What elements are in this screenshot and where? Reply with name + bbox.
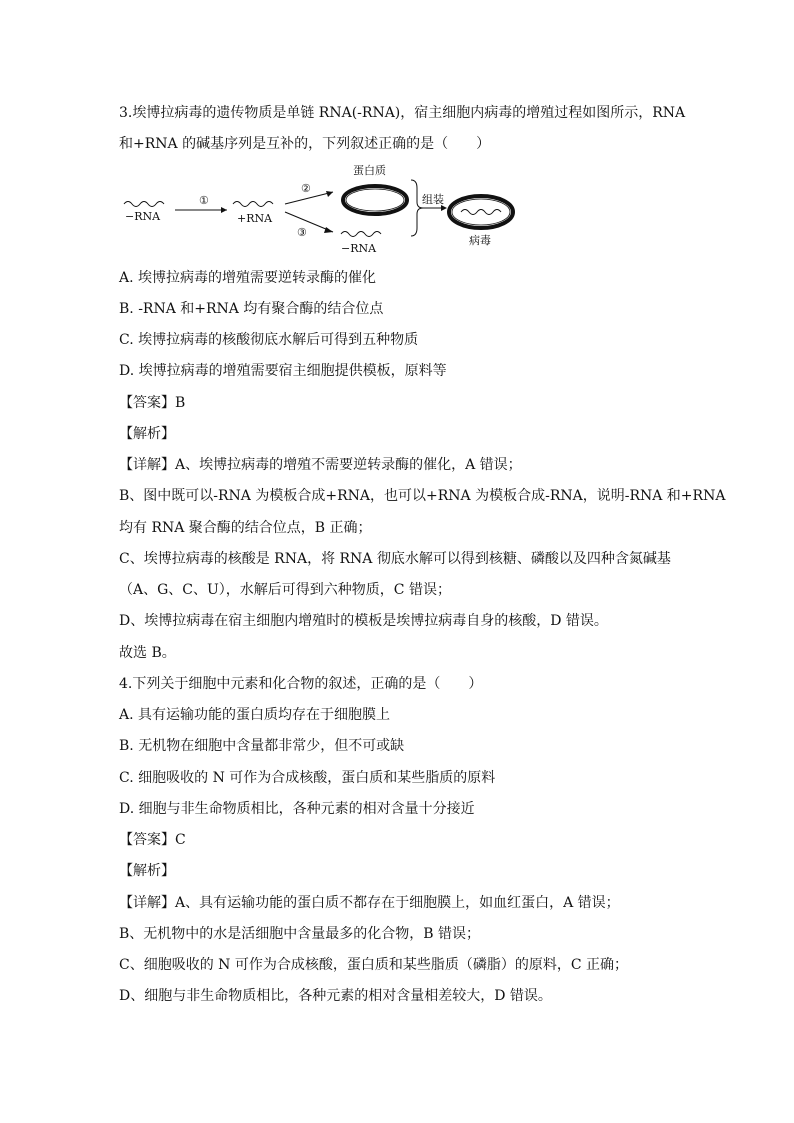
q3-detail-b-line2: 均有 RNA 聚合酶的结合位点，B 正确； <box>119 520 372 536</box>
q3-virus-replication-diagram <box>119 160 539 260</box>
q4-option-b: B. 无机物在细胞中含量都非常少，但不可或缺 <box>119 738 405 754</box>
q3-answer: 【答案】B <box>119 395 186 411</box>
q4-stem: 4.下列关于细胞中元素和化合物的叙述，正确的是（ ） <box>119 676 483 692</box>
q3-option-a: A. 埃博拉病毒的增殖需要逆转录酶的催化 <box>119 270 377 286</box>
q3-option-c: C. 埃博拉病毒的核酸彻底水解后可得到五种物质 <box>119 332 419 348</box>
q4-option-d: D. 细胞与非生命物质相比，各种元素的相对含量十分接近 <box>119 801 475 817</box>
assemble-label: 组装 <box>422 193 444 206</box>
q4-answer: 【答案】C <box>119 832 186 848</box>
q4-option-c: C. 细胞吸收的 N 可作为合成核酸，蛋白质和某些脂质的原料 <box>119 770 496 786</box>
pos-rna-strand <box>233 202 273 207</box>
q4-option-a: A. 具有运输功能的蛋白质均存在于细胞膜上 <box>119 707 391 723</box>
q3-detail-b-line1: B、图中既可以-RNA 为模板合成+RNA，也可以+RNA 为模板合成-RNA，说明-RNA 和+RNA <box>119 488 726 504</box>
q3-stem-line1: 3.埃博拉病毒的遗传物质是单链 RNA(-RNA)，宿主细胞内病毒的增殖过程如图所示，RNA <box>119 105 686 121</box>
pos-rna-label: +RNA <box>237 212 273 225</box>
q4-detail-c: C、细胞吸收的 N 可作为合成核酸，蛋白质和某些脂质（磷脂）的原料，C 正确； <box>119 957 629 973</box>
q3-detail-d: D、埃博拉病毒在宿主细胞内增殖时的模板是埃博拉病毒自身的核酸，D 错误。 <box>119 613 608 629</box>
q3-option-d: D. 埃博拉病毒的增殖需要宿主细胞提供模板，原料等 <box>119 363 447 379</box>
assembly-brace <box>411 180 423 236</box>
q4-detail-d: D、细胞与非生命物质相比，各种元素的相对含量相差较大，D 错误。 <box>119 988 552 1004</box>
q4-detail-a: 【详解】A、具有运输功能的蛋白质不都存在于细胞膜上，如血红蛋白，A 错误； <box>119 895 620 911</box>
q4-detail-b: B、无机物中的水是活细胞中含量最多的化合物，B 错误； <box>119 926 481 942</box>
step-3-label: ③ <box>297 226 307 239</box>
q3-detail-c-line1: C、埃博拉病毒的核酸是 RNA，将 RNA 彻底水解可以得到核糖、磷酸以及四种含氮碱基 <box>119 551 671 567</box>
q3-detail-a: 【详解】A、埃博拉病毒的增殖不需要逆转录酶的催化，A 错误； <box>119 457 522 473</box>
protein-label: 蛋白质 <box>353 164 386 177</box>
q3-stem-line2: 和+RNA 的碱基序列是互补的，下列叙述正确的是（ ） <box>119 136 491 152</box>
q3-analysis-heading: 【解析】 <box>119 426 175 442</box>
q4-analysis-heading: 【解析】 <box>119 863 175 879</box>
q3-option-b: B. -RNA 和+RNA 均有聚合酶的结合位点 <box>119 301 384 317</box>
step-1-label: ① <box>199 194 209 207</box>
q3-conclusion: 故选 B。 <box>119 645 176 661</box>
virus-label: 病毒 <box>469 234 491 247</box>
neg-rna-strand <box>124 202 164 207</box>
q3-detail-c-line2: （A、G、C、U），水解后可得到六种物质，C 错误； <box>119 582 451 598</box>
neg-rna-strand-2 <box>341 232 381 237</box>
neg-rna-label: −RNA <box>125 210 161 223</box>
neg-rna-label-2: −RNA <box>341 242 377 255</box>
step-2-label: ② <box>301 182 311 195</box>
